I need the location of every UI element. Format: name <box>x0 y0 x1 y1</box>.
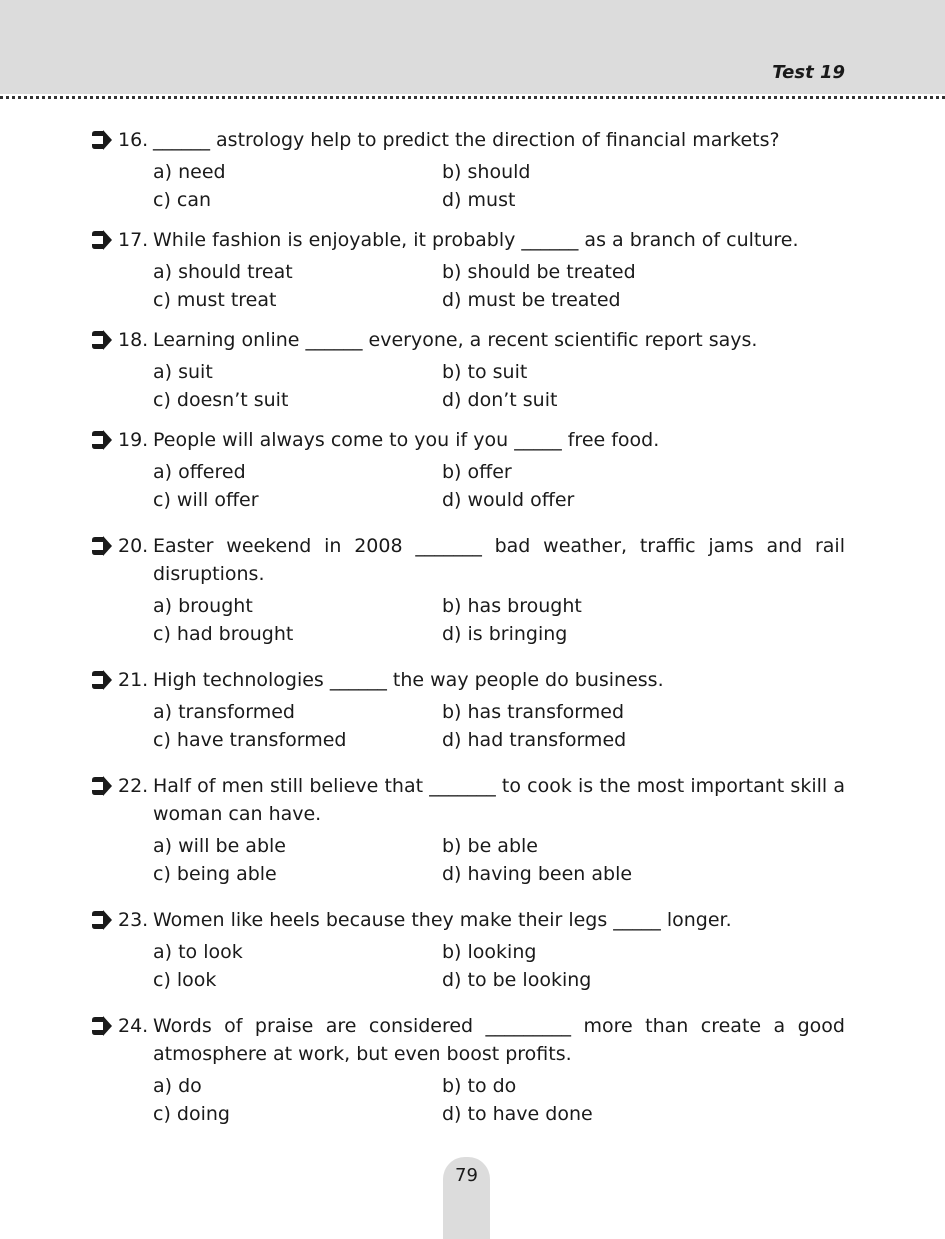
question-text: Half of men still believe that _______ to cook is the most important skill a woman can have. <box>153 775 845 825</box>
question-23 <box>0 906 945 994</box>
question-text: While fashion is enjoyable, it probably ______ as a branch of culture. <box>153 229 799 251</box>
option-d[interactable]: d) would offer <box>442 489 575 511</box>
option-a[interactable]: a) do <box>153 1075 202 1097</box>
question-text: People will always come to you if you _____ free food. <box>153 429 660 451</box>
option-b[interactable]: b) has brought <box>442 595 582 617</box>
question-number: 20. <box>118 535 149 557</box>
options <box>0 1072 945 1128</box>
question-number: 21. <box>118 669 149 691</box>
option-c[interactable]: c) have transformed <box>153 729 347 751</box>
options <box>0 698 945 754</box>
options <box>0 458 945 514</box>
question-number: 17. <box>118 229 149 251</box>
option-c[interactable]: c) will offer <box>153 489 259 511</box>
option-a[interactable]: a) brought <box>153 595 253 617</box>
option-c[interactable]: c) doesn’t suit <box>153 389 289 411</box>
question-text: High technologies ______ the way people do business. <box>153 669 664 691</box>
option-d[interactable]: d) must be treated <box>442 289 621 311</box>
option-a[interactable]: a) suit <box>153 361 213 383</box>
option-d[interactable]: d) to have done <box>442 1103 593 1125</box>
option-a[interactable]: a) offered <box>153 461 246 483</box>
option-b[interactable]: b) should <box>442 161 531 183</box>
options <box>0 158 945 214</box>
question-number: 18. <box>118 329 149 351</box>
option-b[interactable]: b) has transformed <box>442 701 625 723</box>
question-number: 24. <box>118 1015 149 1037</box>
question-text: ______ astrology help to predict the direction of financial markets? <box>153 129 780 151</box>
option-b[interactable]: b) to suit <box>442 361 528 383</box>
option-c[interactable]: c) being able <box>153 863 277 885</box>
option-d[interactable]: d) don’t suit <box>442 389 558 411</box>
option-b[interactable]: b) to do <box>442 1075 517 1097</box>
question-17 <box>0 226 945 314</box>
question-19 <box>0 426 945 514</box>
option-a[interactable]: a) transformed <box>153 701 295 723</box>
option-a[interactable]: a) should treat <box>153 261 293 283</box>
option-d[interactable]: d) having been able <box>442 863 633 885</box>
option-a[interactable]: a) need <box>153 161 226 183</box>
question-number: 16. <box>118 129 149 151</box>
question-number: 22. <box>118 775 149 797</box>
options <box>0 592 945 648</box>
question-text: Easter weekend in 2008 _______ bad weather, traffic jams and rail disruptions. <box>153 535 845 585</box>
options <box>0 258 945 314</box>
option-d[interactable]: d) to be looking <box>442 969 592 991</box>
question-number: 19. <box>118 429 149 451</box>
option-b[interactable]: b) should be treated <box>442 261 636 283</box>
option-d[interactable]: d) had transformed <box>442 729 627 751</box>
option-b[interactable]: b) offer <box>442 461 512 483</box>
option-c[interactable]: c) doing <box>153 1103 230 1125</box>
option-c[interactable]: c) had brought <box>153 623 294 645</box>
dotted-divider <box>0 96 945 99</box>
question-20 <box>0 532 945 648</box>
option-a[interactable]: a) to look <box>153 941 243 963</box>
page-number: 79 <box>455 1165 478 1186</box>
question-18 <box>0 326 945 414</box>
question-21 <box>0 666 945 754</box>
option-c[interactable]: c) can <box>153 189 212 211</box>
question-text: Learning online ______ everyone, a recent scientific report says. <box>153 329 758 351</box>
option-b[interactable]: b) looking <box>442 941 537 963</box>
option-d[interactable]: d) is bringing <box>442 623 568 645</box>
question-text: Words of praise are considered _________ more than create a good atmosphere at work, but even boost profits. <box>153 1015 845 1065</box>
option-c[interactable]: c) look <box>153 969 217 991</box>
options <box>0 358 945 414</box>
options <box>0 938 945 994</box>
option-b[interactable]: b) be able <box>442 835 538 857</box>
option-c[interactable]: c) must treat <box>153 289 277 311</box>
option-a[interactable]: a) will be able <box>153 835 286 857</box>
question-text: Women like heels because they make their legs _____ longer. <box>153 909 732 931</box>
option-d[interactable]: d) must <box>442 189 516 211</box>
question-22 <box>0 772 945 888</box>
question-24 <box>0 1012 945 1128</box>
question-number: 23. <box>118 909 149 931</box>
question-16 <box>0 126 945 214</box>
test-label: Test 19 <box>772 62 845 83</box>
options <box>0 832 945 888</box>
